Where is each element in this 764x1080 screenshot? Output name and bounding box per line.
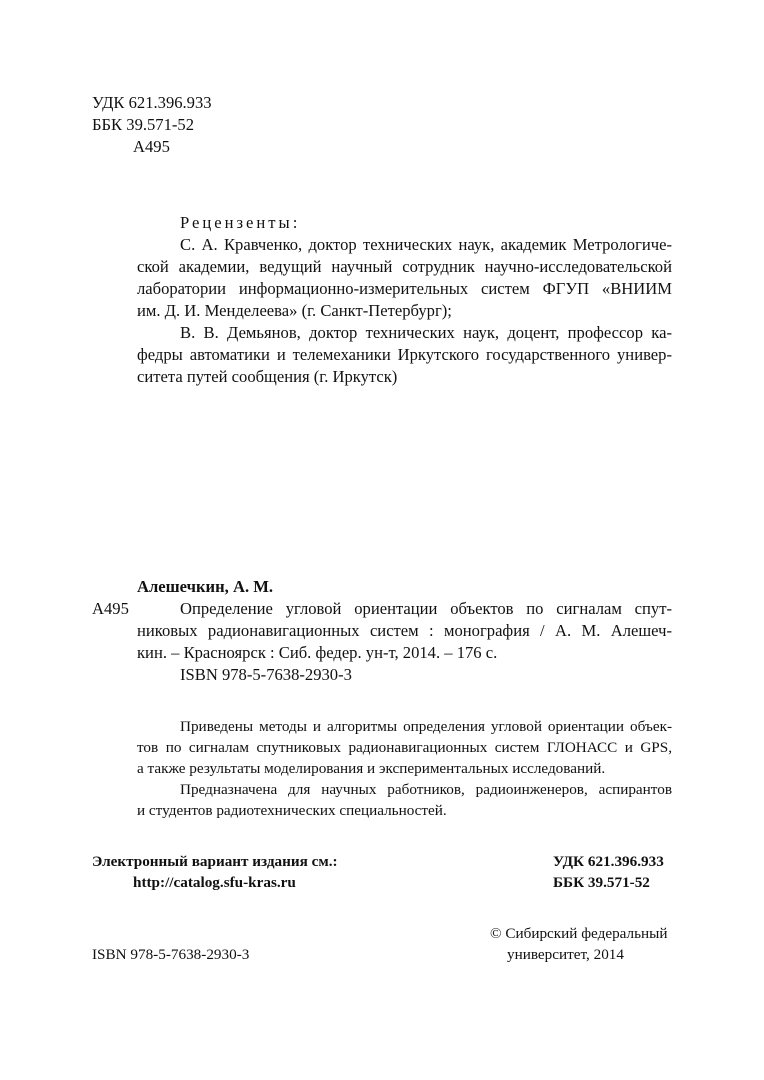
annotation-line: и студентов радиотехнических специальностей. xyxy=(137,802,447,819)
reviewer-1-line: ской академии, ведущий научный сотрудник научно-исследовательской xyxy=(137,257,672,276)
annotation-line: тов по сигналам спутниковых радионавигационных систем ГЛОНАСС и GPS, xyxy=(137,739,672,756)
bib-line: кин. – Красноярск : Сиб. федер. ун-т, 2014. – 176 с. xyxy=(137,643,498,662)
author-mark-top: А495 xyxy=(133,137,170,156)
bib-author-mark: А495 xyxy=(92,599,129,618)
bbk-code-bottom: ББК 39.571-52 xyxy=(553,874,650,891)
reviewer-2-line: В. В. Демьянов, доктор технических наук, доцент, профессор ка- xyxy=(180,323,672,342)
reviewer-2-line: федры автоматики и телемеханики Иркутского государственного универ- xyxy=(137,345,672,364)
reviewer-1-line: С. А. Кравченко, доктор технических наук, академик Метрологиче- xyxy=(180,235,672,254)
bib-isbn: ISBN 978-5-7638-2930-3 xyxy=(180,665,352,684)
bib-line: Определение угловой ориентации объектов по сигналам спут- xyxy=(180,599,672,618)
electronic-version-label: Электронный вариант издания см.: xyxy=(92,853,338,870)
reviewers-heading: Рецензенты: xyxy=(180,213,301,232)
udk-code-bottom: УДК 621.396.933 xyxy=(553,853,664,870)
annotation-line: Предназначена для научных работников, радиоинженеров, аспирантов xyxy=(180,781,672,798)
udk-code-top: УДК 621.396.933 xyxy=(92,93,212,112)
annotation-line: Приведены методы и алгоритмы определения угловой ориентации объек- xyxy=(180,718,672,735)
reviewer-1-line: лаборатории информационно-измерительных систем ФГУП «ВНИИМ xyxy=(137,279,672,298)
catalog-url[interactable]: http://catalog.sfu-kras.ru xyxy=(133,874,296,891)
bib-author: Алешечкин, А. М. xyxy=(137,577,274,596)
copyright-line: университет, 2014 xyxy=(507,946,624,963)
bbk-code-top: ББК 39.571-52 xyxy=(92,115,195,134)
isbn-bottom: ISBN 978-5-7638-2930-3 xyxy=(92,946,250,963)
copyright-line: © Сибирский федеральный xyxy=(490,925,668,942)
annotation-line: а также результаты моделирования и экспериментальных исследований. xyxy=(137,760,606,777)
bib-line: никовых радионавигационных систем : монография / А. М. Алешеч- xyxy=(137,621,672,640)
reviewer-1-line: им. Д. И. Менделеева» (г. Санкт-Петербург); xyxy=(137,301,452,320)
reviewer-2-line: ситета путей сообщения (г. Иркутск) xyxy=(137,367,398,386)
